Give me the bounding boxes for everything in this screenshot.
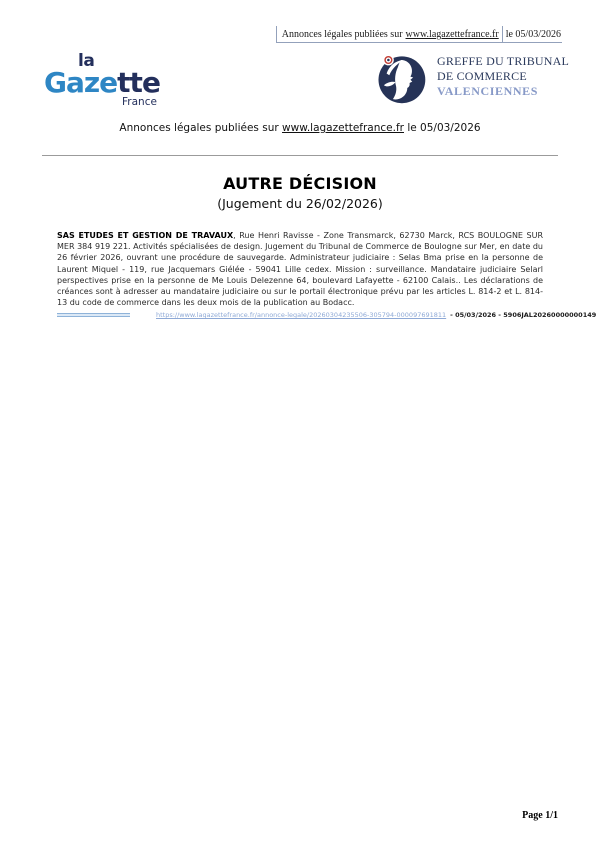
subheader-text: Annonces légales publiées sur <box>119 122 279 134</box>
top-note-box <box>276 26 503 42</box>
subheader-date: le 05/03/2026 <box>407 122 481 134</box>
gazette-logo <box>44 51 160 108</box>
greffe-city: VALENCIENNES <box>437 84 539 98</box>
reference-meta: - 05/03/2026 - 5906JAL20260000000149 <box>450 311 597 319</box>
greffe-block <box>374 51 569 105</box>
horizontal-divider <box>42 155 558 156</box>
announcement-subtitle: (Jugement du 26/02/2026) <box>217 196 383 211</box>
marianne-emblem-icon <box>374 51 428 105</box>
reference-line <box>57 311 597 319</box>
gazette-logo-wordmark <box>44 68 160 97</box>
reference-divider-bar <box>57 313 130 317</box>
greffe-title <box>437 51 569 99</box>
announcement-title: AUTRE DÉCISION <box>223 174 377 193</box>
announcement-text: , Rue Henri Ravisse - Zone Transmarck, 62730 Marck, RCS BOULOGNE SUR MER 384 919 221. Activités spécialisées de design. Jugement du Tribunal de Commerce de Boulogne sur Mer, en date du 26 février 2026, ouvrant une procédure de sauvegarde. Administrateur judiciaire : Selas Bma prise en la personne de Laurent Miquel - 119, rue Jacquemars Giélée - 59041 Lille cedex. Mission : surveillance. Mandataire judiciaire Selarl perspectives prise en la personne de Me Louis Delezenne 64, boulevard Lafayette - 62100 Calais.. Les déclarations de créances sont à adresser au mandataire judiciaire ou sur le portail électronique prévu par les articles L. 814-2 et L. 814-13 du code de commerce dans les deux mois de la publication au Bodacc. <box>57 231 544 308</box>
subheader-url-link[interactable]: www.lagazettefrance.fr <box>282 122 404 134</box>
top-header-note <box>276 26 562 43</box>
gazette-logo-la: la <box>78 51 95 71</box>
announcement-body <box>57 230 543 308</box>
announcement-url-link[interactable]: https://www.lagazettefrance.fr/annonce-legale/20260304235506-305794-000097691811 <box>156 311 447 319</box>
top-note-date: le 05/03/2026 <box>505 29 561 40</box>
gazette-logo-gaze: Gaze <box>44 66 118 99</box>
greffe-line1: GREFFE DU TRIBUNAL <box>437 54 570 68</box>
gazette-logo-tte: tte <box>117 66 160 99</box>
top-note-url-link[interactable]: www.lagazettefrance.fr <box>405 29 499 40</box>
top-note-text: Annonces légales publiées sur <box>281 29 403 40</box>
subheader-line <box>0 122 600 134</box>
company-name: SAS ETUDES ET GESTION DE TRAVAUX <box>57 231 234 240</box>
greffe-line2: DE COMMERCE <box>437 69 527 83</box>
page-number: Page 1/1 <box>522 810 558 821</box>
gazette-logo-france: France <box>122 96 157 108</box>
